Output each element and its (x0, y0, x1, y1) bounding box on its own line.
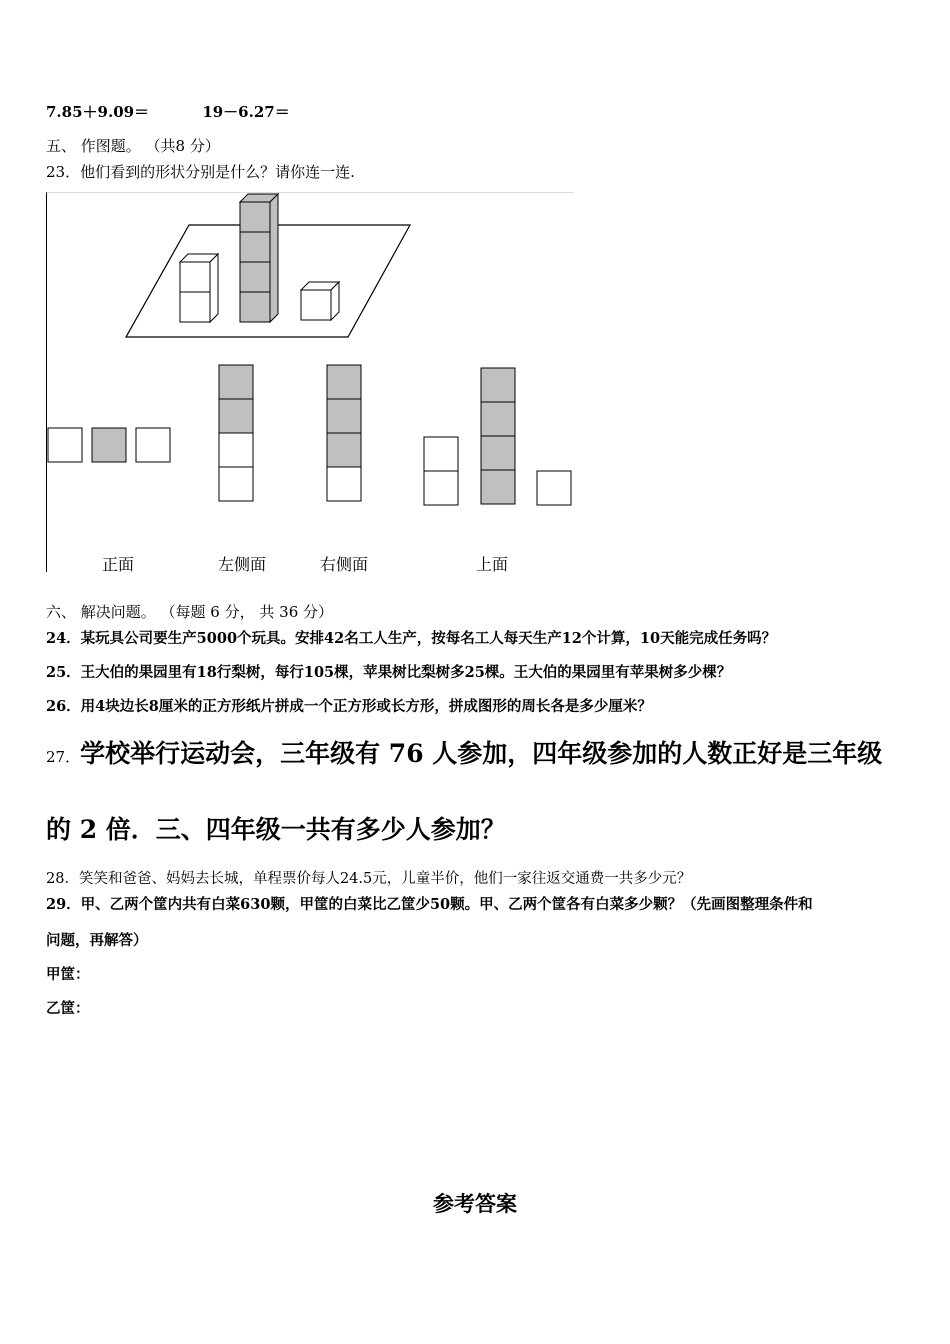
q29-line1: 29．甲、乙两个筐内共有白菜630颗，甲筐的白菜比乙筐少50颗。甲、乙两个筐各有白菜多少颗？（先画图整理条件和 (46, 896, 813, 913)
q28-text: 28．笑笑和爸爸、妈妈去长城，单程票价每人24.5元，儿童半价，他们一家往返交通费一共多少元？ (46, 871, 692, 887)
section5-title: 五、 作图题。 （共8 分） (46, 137, 220, 155)
q27-text-line1: 学校举行运动会，三年级有 76 人参加，四年级参加的人数正好是三年级 (80, 739, 883, 768)
q24-text: 24．某玩具公司要生产5000个玩具。安排42名工人生产，按每名工人每天生产12个计算，10天能完成任务吗？ (46, 630, 777, 647)
q27-line2: 的 2 倍．三、四年级一共有多少人参加？ (46, 815, 506, 844)
q27-line1 (46, 734, 882, 770)
label-front: 正面 (101, 555, 135, 574)
q29-line2: 问题，再解答） (46, 932, 148, 949)
label-left-side: 左侧面 (217, 555, 267, 574)
stack-left-2cubes (180, 254, 218, 322)
view-option-front-shape (424, 368, 571, 505)
q25-text: 25．王大伯的果园里有18行梨树，每行105棵，苹果树比梨树多25棵。王大伯的果园里有苹果树多少棵？ (46, 664, 732, 681)
calc-expr-2: 19－6.27＝ (202, 103, 290, 121)
view-option-column-2 (327, 365, 361, 501)
stack-right-1cube (301, 282, 339, 320)
view-option-column-1 (219, 365, 253, 501)
label-right-side: 右侧面 (319, 555, 369, 574)
q26-text: 26．用4块边长8厘米的正方形纸片拼成一个正方形或长方形，拼成图形的周长各是多少厘米？ (46, 698, 652, 715)
label-top: 上面 (475, 555, 509, 574)
section6-title: 六、 解决问题。 （每题 6 分， 共 36 分） (46, 603, 334, 621)
calc-line (46, 101, 290, 122)
q29-yi-label: 乙筐： (46, 1000, 90, 1017)
q23-text: 23．他们看到的形状分别是什么？请你连一连. (46, 163, 355, 181)
q27-number: 27． (46, 748, 81, 766)
view-option-row (48, 428, 170, 462)
stack-middle-4cubes (240, 194, 278, 322)
q29-jia-label: 甲筐： (46, 966, 90, 983)
answers-title: 参考答案 (433, 1191, 517, 1216)
q23-figure (46, 192, 576, 576)
calc-expr-1: 7.85＋9.09＝ (46, 103, 150, 121)
